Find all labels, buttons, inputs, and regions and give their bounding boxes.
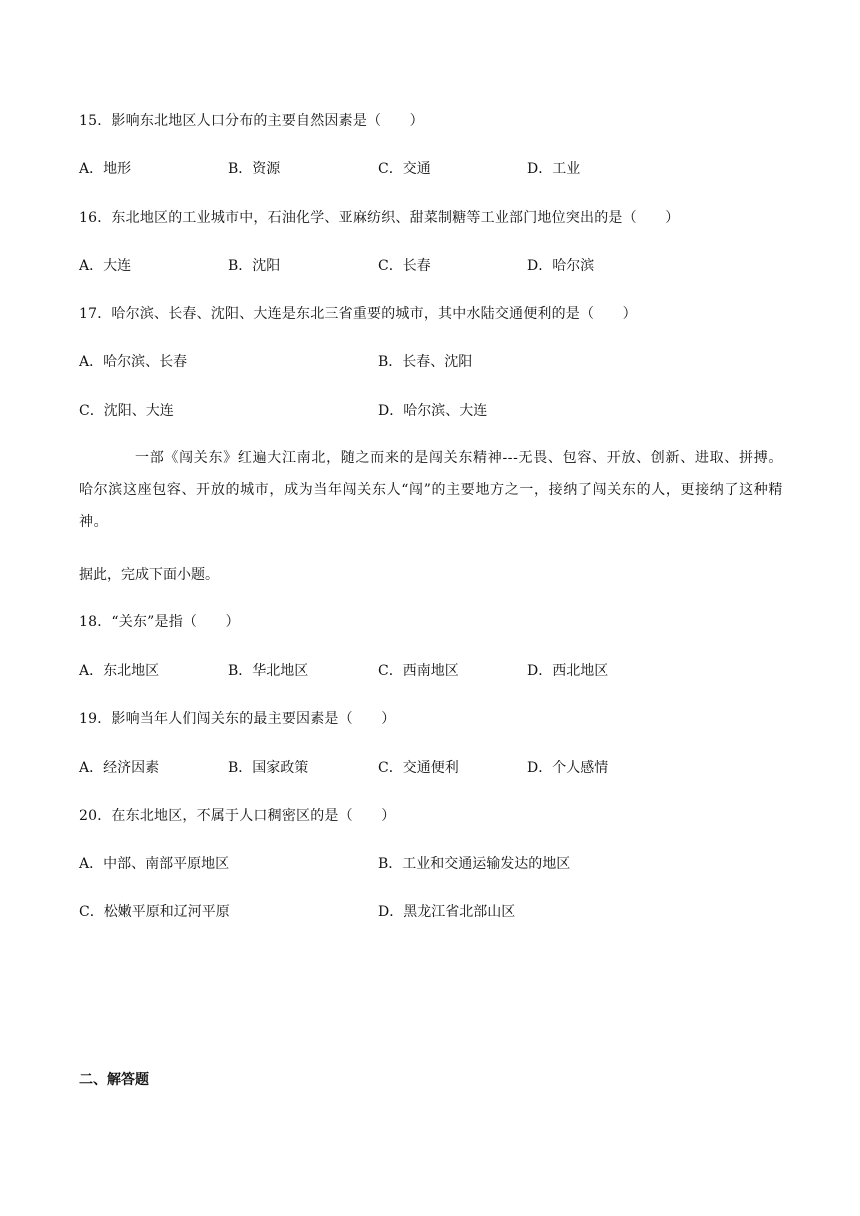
question-15-option-c: C．交通 bbox=[378, 161, 431, 177]
question-15-option-a: A．地形 bbox=[79, 161, 132, 177]
passage-instruction: 据此，完成下面小题。 bbox=[79, 567, 219, 583]
question-16-option-a: A．大连 bbox=[79, 258, 132, 274]
question-20-option-b: B．工业和交通运输发达的地区 bbox=[378, 856, 571, 872]
question-17-option-a: A．哈尔滨、长春 bbox=[79, 354, 188, 370]
reading-passage bbox=[79, 442, 783, 538]
question-20-option-d: D．黑龙江省北部山区 bbox=[378, 904, 516, 920]
question-19-option-a: A．经济因素 bbox=[79, 760, 160, 776]
question-20-stem: 20．在东北地区，不属于人口稠密区的是（ ） bbox=[79, 808, 396, 824]
section-heading: 二、解答题 bbox=[79, 1072, 149, 1088]
question-16-option-b: B．沈阳 bbox=[228, 258, 281, 274]
question-16-stem: 16．东北地区的工业城市中，石油化学、亚麻纺织、甜菜制糖等工业部门地位突出的是（ ） bbox=[79, 210, 680, 226]
question-16-option-d: D．哈尔滨 bbox=[527, 258, 595, 274]
question-20-option-a: A．中部、南部平原地区 bbox=[79, 856, 230, 872]
question-17-stem: 17．哈尔滨、长春、沈阳、大连是东北三省重要的城市，其中水陆交通便利的是（ ） bbox=[79, 306, 637, 322]
passage-text: 一部《闯关东》红遍大江南北，随之而来的是闯关东精神---无畏、包容、开放、创新、进取、拼搏。哈尔滨这座包容、开放的城市，成为当年闯关东人“闯”的主要地方之一，接纳了闯关东的人，更接纳了这种精神。 bbox=[79, 450, 783, 530]
question-15-stem: 15．影响东北地区人口分布的主要自然因素是（ ） bbox=[79, 113, 424, 129]
question-18-stem: 18．“关东”是指（ ） bbox=[79, 614, 240, 630]
question-17-option-b: B．长春、沈阳 bbox=[378, 354, 473, 370]
question-19-option-c: C．交通便利 bbox=[378, 760, 459, 776]
question-18-option-a: A．东北地区 bbox=[79, 663, 160, 679]
question-17-option-c: C．沈阳、大连 bbox=[79, 403, 174, 419]
question-17-option-d: D．哈尔滨、大连 bbox=[378, 403, 488, 419]
question-18-option-d: D．西北地区 bbox=[527, 663, 609, 679]
question-15-option-d: D．工业 bbox=[527, 161, 581, 177]
question-19-option-d: D．个人感情 bbox=[527, 760, 609, 776]
question-19-stem: 19．影响当年人们闯关东的最主要因素是（ ） bbox=[79, 711, 396, 727]
question-20-option-c: C．松嫩平原和辽河平原 bbox=[79, 904, 230, 920]
question-19-option-b: B．国家政策 bbox=[228, 760, 309, 776]
question-18-option-c: C．西南地区 bbox=[378, 663, 459, 679]
question-15-option-b: B．资源 bbox=[228, 161, 281, 177]
question-16-option-c: C．长春 bbox=[378, 258, 431, 274]
question-18-option-b: B．华北地区 bbox=[228, 663, 309, 679]
